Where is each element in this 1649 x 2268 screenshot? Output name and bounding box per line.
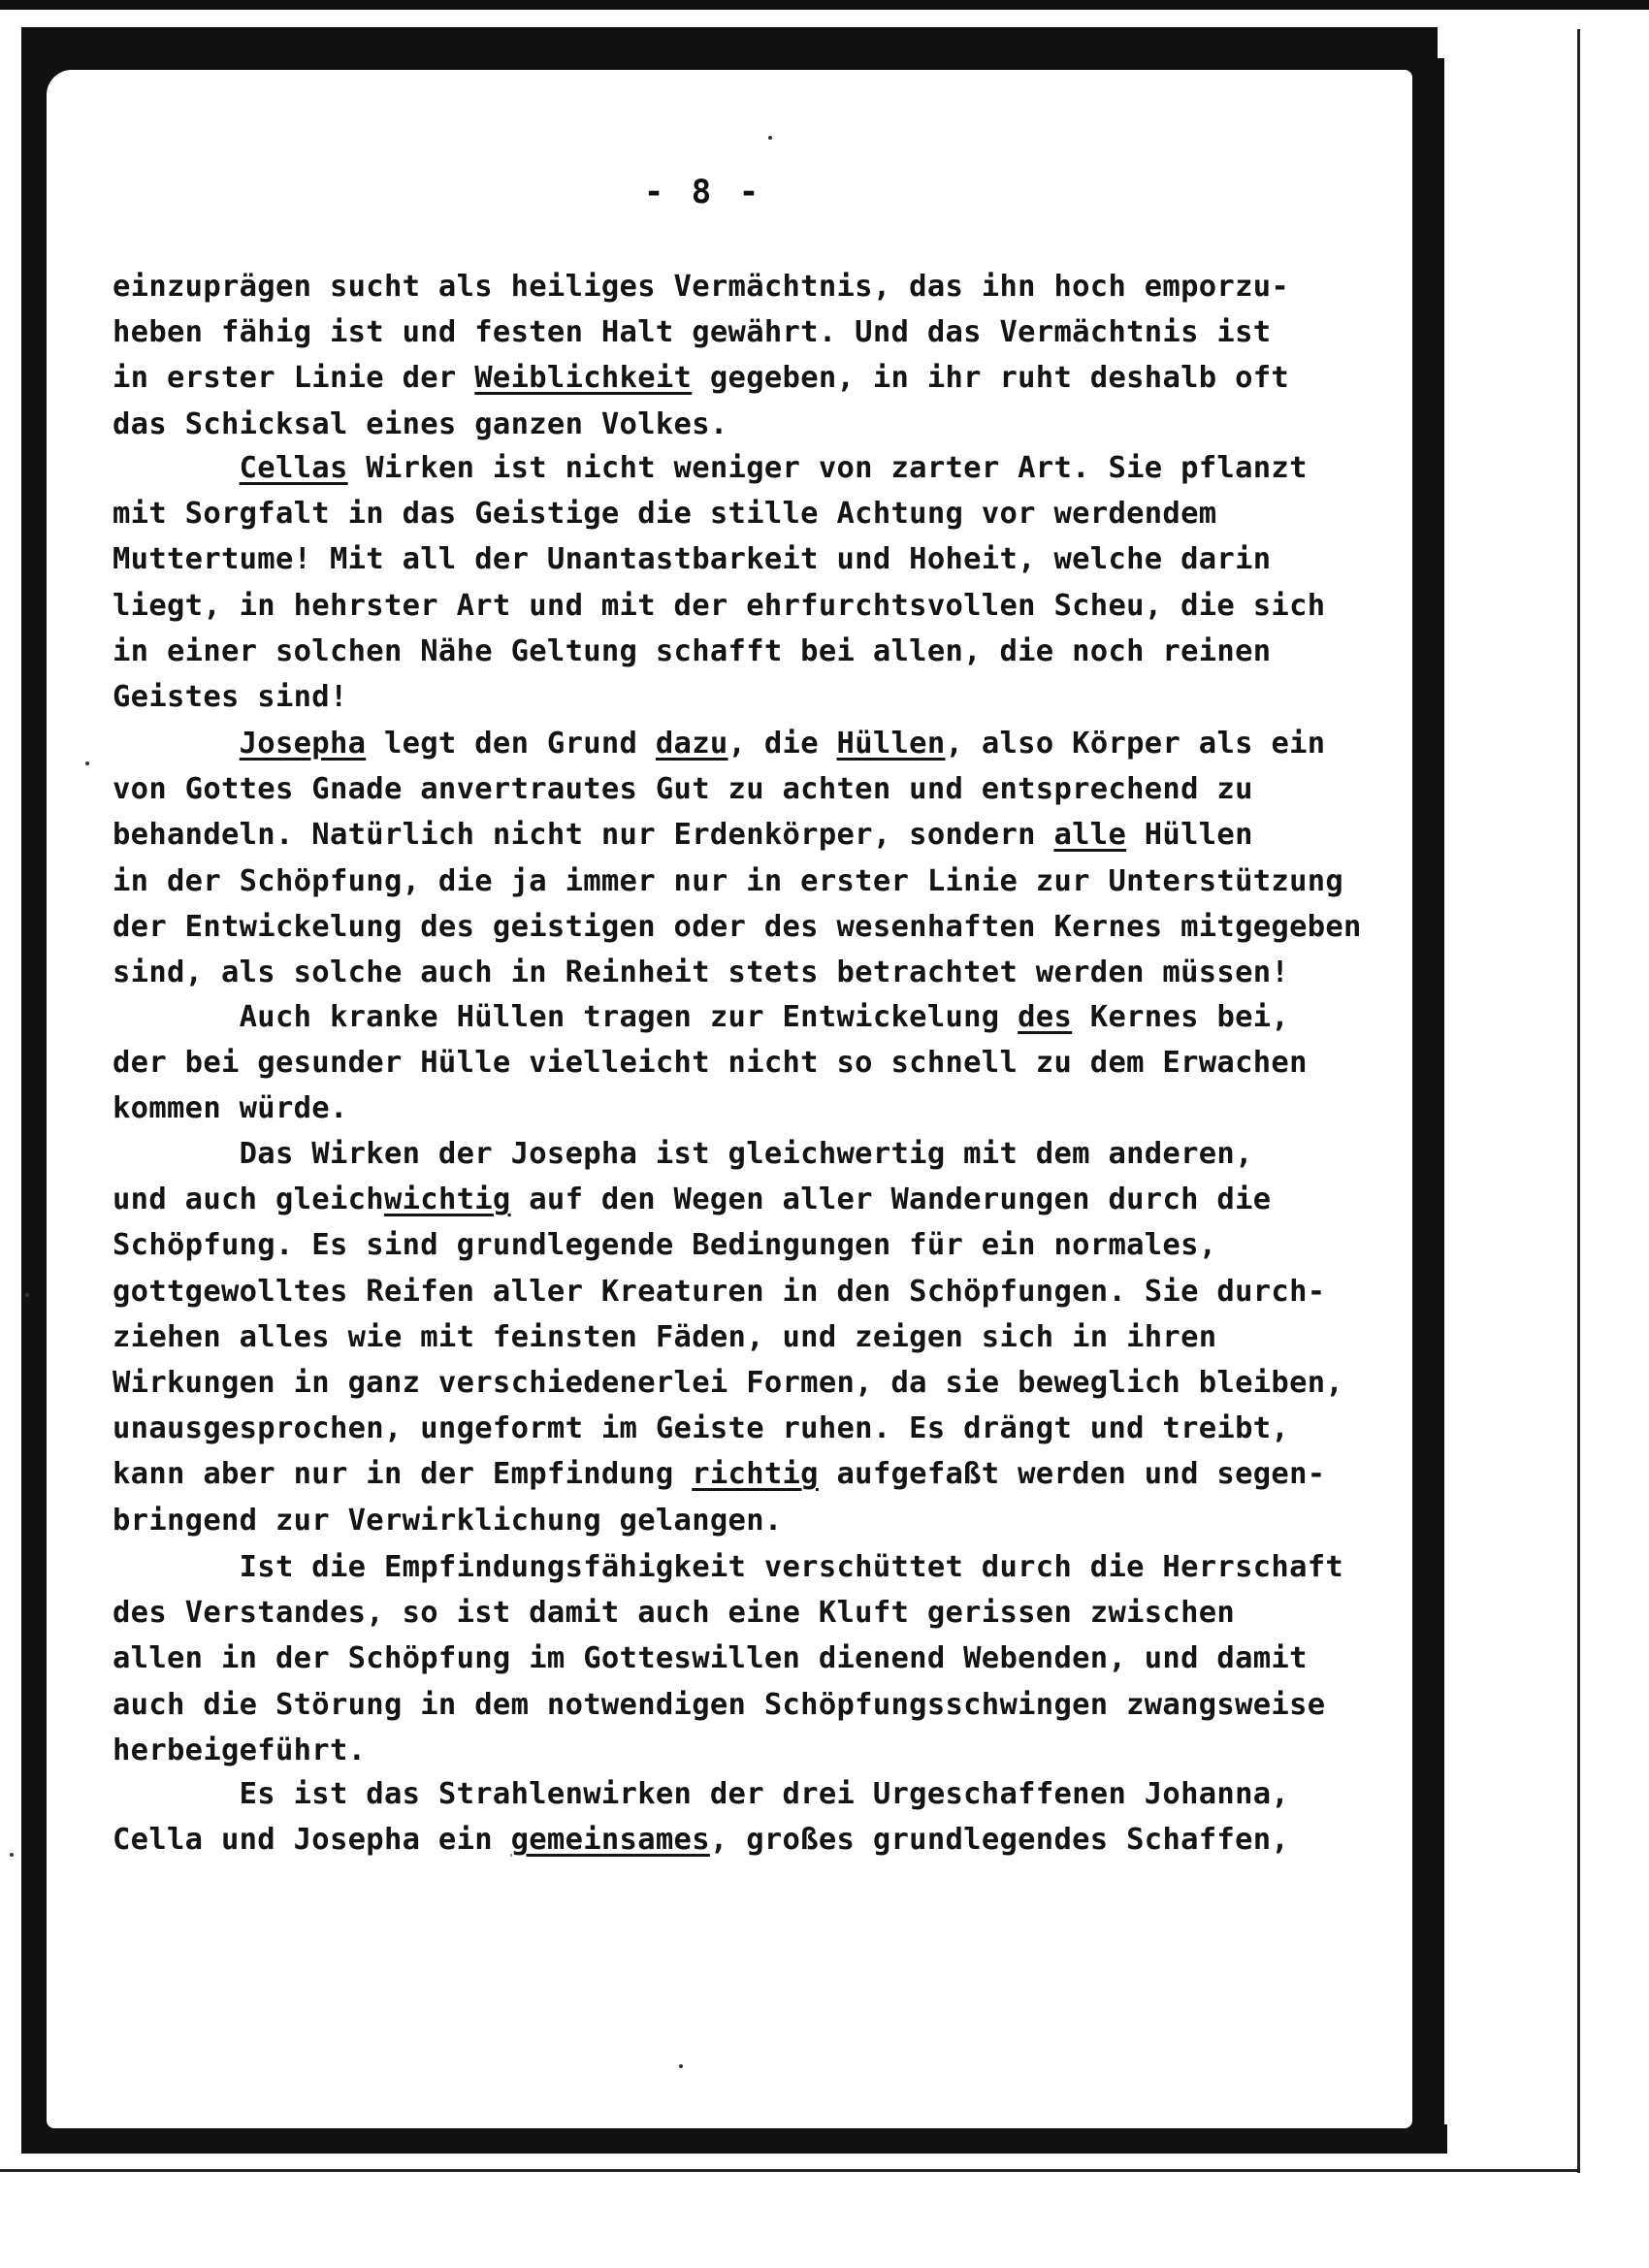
text-line [113, 812, 1412, 858]
scan-speck [25, 1293, 29, 1297]
text-line [113, 1269, 1412, 1314]
paragraph [113, 445, 1412, 720]
scan-outer-edge-bottom [0, 2169, 1580, 2172]
text-line [113, 766, 1412, 812]
text-line [113, 1590, 1412, 1636]
text-run: in der Schöpfung, die ja immer nur in erster Linie zur Unterstützung [113, 863, 1344, 898]
text-run: gegeben, in ihr ruht deshalb oft [692, 361, 1290, 396]
text-line [113, 904, 1412, 950]
scan-outer-edge-right [1577, 29, 1580, 2173]
text-line [113, 1177, 1412, 1222]
text-run: auf den Wegen aller Wanderungen durch die [510, 1183, 1272, 1217]
paragraph [113, 1131, 1412, 1543]
text-line [113, 1085, 1412, 1131]
scan-bottom-shadow [21, 2124, 1447, 2154]
underlined-word: des [1018, 1000, 1073, 1034]
text-run: der bei gesunder Hülle vielleicht nicht so schnell zu dem Erwachen [113, 1046, 1308, 1081]
text-line [113, 721, 1412, 766]
text-run: allen in der Schöpfung im Gotteswillen dienend Webenden, und damit [113, 1641, 1308, 1676]
text-line [113, 950, 1412, 995]
scan-speck [768, 136, 772, 140]
text-line [113, 491, 1412, 536]
paragraph [113, 264, 1412, 447]
scan-speck [679, 2064, 683, 2068]
text-run: Cella und Josepha ein [113, 1823, 511, 1858]
text-run: kommen würde. [113, 1091, 348, 1126]
text-line [113, 994, 1412, 1040]
underlined-word: richtig [692, 1457, 819, 1492]
text-run: legt den Grund [366, 727, 656, 761]
text-run: , großes grundlegendes Schaffen, [709, 1823, 1290, 1858]
underlined-word: Hüllen [836, 727, 946, 761]
paragraph [113, 994, 1412, 1132]
text-line [113, 1682, 1412, 1728]
text-run: Schöpfung. Es sind grundlegende Bedingungen für ein normales, [113, 1228, 1217, 1263]
text-run: Auch kranke Hüllen tragen zur Entwickelung [113, 1000, 1018, 1034]
page-number: - 8 - [643, 173, 763, 211]
text-run: Hüllen [1126, 818, 1253, 853]
text-line [113, 859, 1412, 904]
text-run: gottgewolltes Reifen aller Kreaturen in den Schöpfungen. Sie durch- [113, 1274, 1326, 1309]
text-line [113, 1771, 1412, 1817]
paragraph [113, 1544, 1412, 1773]
text-run [113, 451, 240, 485]
text-line [113, 1544, 1412, 1590]
underlined-word: Cellas [239, 451, 348, 485]
text-line [113, 1222, 1412, 1268]
underlined-word: wichtig [383, 1183, 511, 1217]
text-run: kann aber nur in der Empfindung [113, 1457, 693, 1492]
text-run: der Entwickelung des geistigen oder des wesenhaften Kernes mitgegeben [113, 909, 1362, 944]
text-line [113, 1817, 1412, 1863]
scan-speck [10, 1853, 14, 1857]
text-run: in einer solchen Nähe Geltung schafft bei allen, die noch reinen [113, 633, 1272, 668]
text-line [113, 629, 1412, 674]
text-line [113, 536, 1412, 582]
text-run: das Schicksal eines ganzen Volkes. [113, 406, 728, 441]
text-run: ziehen alles wie mit feinsten Fäden, und zeigen sich in ihren [113, 1319, 1217, 1354]
text-run: bringend zur Verwirklichung gelangen. [113, 1503, 783, 1538]
text-line [113, 1498, 1412, 1543]
underlined-word: Weiblichkeit [474, 361, 693, 396]
text-line [113, 583, 1412, 629]
text-line [113, 1451, 1412, 1497]
text-line [113, 264, 1412, 309]
text-line [113, 1406, 1412, 1451]
text-run: Kernes bei, [1072, 1000, 1290, 1034]
text-run: Geistes sind! [113, 679, 348, 714]
text-run: Ist die Empfindungsfähigkeit verschüttet durch die Herrschaft [113, 1550, 1344, 1584]
text-line [113, 674, 1412, 720]
text-line [113, 1314, 1412, 1360]
text-run: Wirkungen in ganz verschiedenerlei Formen, da sie beweglich bleiben, [113, 1365, 1344, 1400]
text-run: auch die Störung in dem notwendigen Schöpfungsschwingen zwangsweise [113, 1687, 1326, 1722]
underlined-word: alle [1053, 818, 1127, 853]
text-run: Es ist das Strahlenwirken der drei Urgeschaffenen Johanna, [113, 1777, 1290, 1811]
text-line [113, 1131, 1412, 1177]
text-run [113, 727, 240, 761]
text-run: Das Wirken der Josepha ist gleichwertig mit dem anderen, [113, 1137, 1253, 1171]
text-run: und auch gleich [113, 1183, 384, 1217]
text-line [113, 445, 1412, 491]
text-run: von Gottes Gnade anvertrautes Gut zu achten und entsprechend zu [113, 772, 1253, 807]
text-line [113, 1360, 1412, 1406]
text-line [113, 1728, 1412, 1773]
text-run: , die [728, 727, 837, 761]
text-run: liegt, in hehrster Art und mit der ehrfurchtsvollen Scheu, die sich [113, 588, 1326, 623]
text-run: aufgefaßt werden und segen- [818, 1457, 1326, 1492]
text-line [113, 402, 1412, 447]
text-run: unausgesprochen, ungeformt im Geiste ruhen. Es drängt und treibt, [113, 1411, 1290, 1446]
text-line [113, 309, 1412, 355]
text-run: Wirken ist nicht weniger von zarter Art. Sie pflanzt [347, 451, 1308, 485]
paragraph [113, 721, 1412, 995]
underlined-word: Josepha [239, 727, 367, 761]
underlined-word: gemeinsames [510, 1823, 710, 1858]
scan-right-shadow [1411, 58, 1444, 2139]
scan-speck [85, 761, 89, 765]
text-line [113, 355, 1412, 401]
text-line [113, 1040, 1412, 1085]
text-run: des Verstandes, so ist damit auch eine Kluft gerissen zwischen [113, 1596, 1236, 1631]
paragraph [113, 1771, 1412, 1863]
text-run: einzuprägen sucht als heiliges Vermächtnis, das ihn hoch emporzu- [113, 270, 1290, 304]
text-run: herbeigeführt. [113, 1733, 367, 1767]
underlined-word: dazu [655, 727, 728, 761]
text-run: in erster Linie der [113, 361, 475, 396]
text-run: , also Körper als ein [945, 727, 1326, 761]
text-run: behandeln. Natürlich nicht nur Erdenkörper, sondern [113, 818, 1054, 853]
text-line [113, 1636, 1412, 1681]
text-run: sind, als solche auch in Reinheit stets betrachtet werden müssen! [113, 955, 1290, 989]
text-run: Muttertume! Mit all der Unantastbarkeit und Hoheit, welche darin [113, 542, 1272, 577]
text-run: mit Sorgfalt in das Geistige die stille Achtung vor werdendem [113, 497, 1217, 532]
text-run: heben fähig ist und festen Halt gewährt. Und das Vermächtnis ist [113, 315, 1272, 350]
scan-top-border [0, 0, 1649, 10]
